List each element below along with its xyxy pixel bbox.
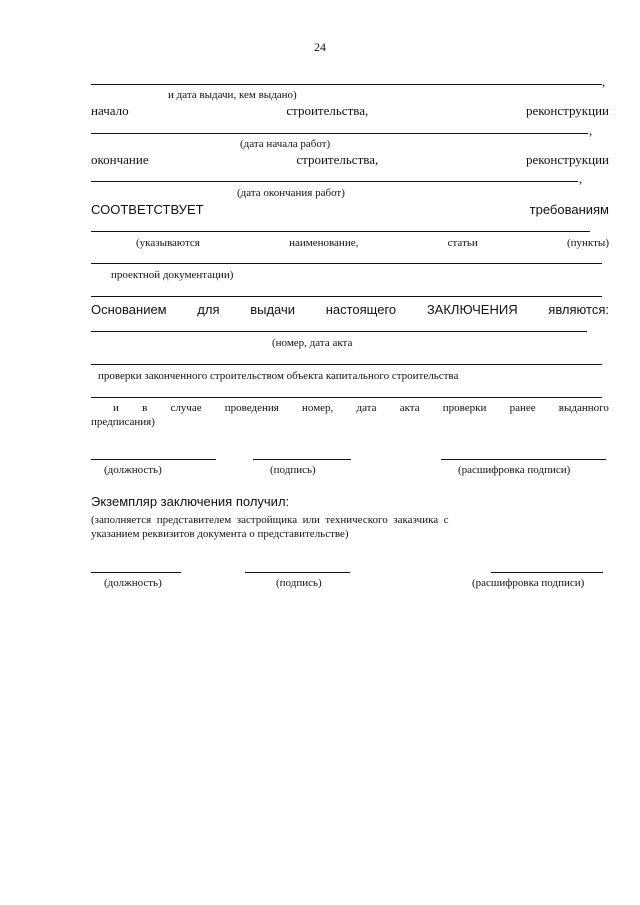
compliance-caption-line2: проектной документации): [111, 269, 234, 281]
start-caption: (дата начала работ): [240, 138, 331, 150]
compliance-caption-word-3: статьи: [447, 237, 478, 249]
basis-caption-3-word-7: акта: [399, 402, 420, 414]
end-row: [91, 152, 609, 168]
basis-caption-3-word-3: случае: [170, 402, 202, 414]
start-row: [91, 103, 609, 119]
basis-caption-3: [91, 402, 609, 414]
end-word-3: реконструкции: [525, 152, 609, 167]
end-date-line[interactable]: [91, 181, 578, 182]
compliance-caption-word-4: (пункты): [566, 237, 609, 249]
basis-word-1: Основанием: [91, 302, 167, 317]
start-word-1: начало: [91, 103, 129, 118]
start-date-line[interactable]: [91, 133, 588, 134]
basis-row: [91, 302, 609, 317]
basis-caption-2: проверки законченного строительством объекта капитального строительства: [98, 370, 459, 382]
basis-caption-3-word-2: в: [142, 402, 148, 414]
compliance-line-2[interactable]: [91, 263, 602, 264]
compliance-requirements: требованиям: [529, 202, 609, 217]
position-caption-2: (должность): [104, 577, 162, 589]
basis-word-2: для: [197, 302, 220, 317]
signature-line[interactable]: [253, 459, 351, 460]
compliance-caption: [91, 237, 609, 249]
compliance-line[interactable]: [91, 231, 590, 232]
signature-decoding-caption: (расшифровка подписи): [458, 464, 571, 476]
basis-caption-3-word-10: выданного: [558, 402, 609, 414]
end-word-2: строительства,: [296, 152, 379, 167]
comma: ,: [602, 74, 606, 89]
basis-caption-3-word-4: проведения: [224, 402, 279, 414]
comma: ,: [579, 171, 583, 186]
basis-top-line[interactable]: [91, 296, 602, 297]
basis-word-4: настоящего: [325, 302, 397, 317]
issue-caption: и дата выдачи, кем выдано): [168, 89, 297, 101]
signature-caption-2: (подпись): [276, 577, 322, 589]
basis-caption-3-word-1: и: [113, 402, 119, 414]
signature-decoding-line-2[interactable]: [491, 572, 603, 573]
basis-word-6: являются:: [548, 302, 609, 317]
position-line-2[interactable]: [91, 572, 181, 573]
copy-received-title: Экземпляр заключения получил:: [91, 494, 290, 509]
basis-caption-3-line2: предписания): [91, 416, 155, 428]
start-word-3: реконструкции: [525, 103, 609, 118]
basis-caption-3-word-9: ранее: [509, 402, 536, 414]
basis-line-3[interactable]: [91, 397, 602, 398]
position-caption: (должность): [104, 464, 162, 476]
basis-word-3: выдачи: [250, 302, 296, 317]
signature-decoding-line[interactable]: [441, 459, 606, 460]
basis-line-1[interactable]: [91, 331, 587, 332]
compliance-keyword: СООТВЕТСТВУЕТ: [91, 202, 204, 217]
copy-note-line-1: (заполняется представителем застройщика или технического заказчика с: [91, 514, 449, 526]
basis-caption-3-word-6: дата: [356, 402, 377, 414]
signature-line-2[interactable]: [245, 572, 350, 573]
position-line[interactable]: [91, 459, 216, 460]
signature-decoding-caption-2: (расшифровка подписи): [472, 577, 585, 589]
page-number: 24: [314, 40, 326, 54]
end-caption: (дата окончания работ): [237, 187, 345, 199]
end-word-1: окончание: [91, 152, 149, 167]
basis-caption-3-word-8: проверки: [442, 402, 487, 414]
compliance-row: [91, 202, 609, 217]
compliance-caption-word-2: наименование,: [289, 237, 359, 249]
comma: ,: [589, 123, 593, 138]
basis-caption-3-word-5: номер,: [302, 402, 334, 414]
start-word-2: строительства,: [286, 103, 369, 118]
issue-line[interactable]: [91, 84, 602, 85]
compliance-caption-word-1: (указываются: [136, 237, 200, 249]
signature-caption: (подпись): [270, 464, 316, 476]
basis-line-2[interactable]: [91, 364, 602, 365]
copy-note-line-2: указанием реквизитов документа о представительстве): [91, 528, 349, 540]
basis-caption-1: (номер, дата акта: [272, 337, 353, 349]
basis-word-5: ЗАКЛЮЧЕНИЯ: [426, 302, 518, 317]
